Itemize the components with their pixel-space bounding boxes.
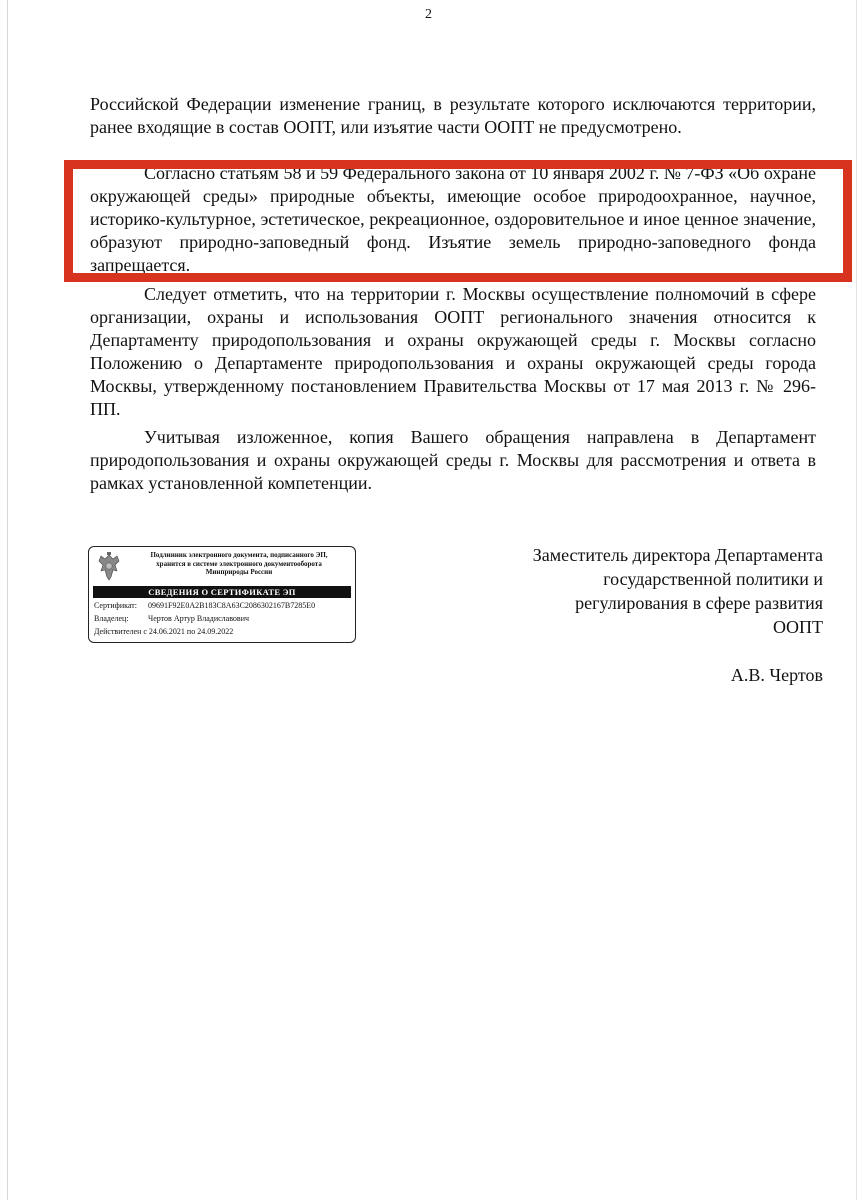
signature-title-line-3: регулирования в сфере развития bbox=[575, 593, 823, 613]
certificate-label: Сертификат: bbox=[94, 601, 137, 610]
stamp-certificate-row bbox=[94, 601, 354, 611]
paragraph-2-highlighted: Согласно статьям 58 и 59 Федерального закона от 10 января 2002 г. № 7-ФЗ «Об охране окружающей среды» природные объекты, имеющие особое природоохранное, научное, историко-культурное, эстетическое, рекреационное, оздоровительное и иное ценное значение, образуют природно-заповедный фонд. Изъятие земель природно-заповедного фонда запрещается. bbox=[90, 163, 816, 275]
paragraph-1: Российской Федерации изменение границ, в результате которого исключаются территории, ранее входящие в состав ООПТ, или изъятие части ООПТ не предусмотрено. bbox=[90, 94, 816, 137]
coat-of-arms-icon bbox=[94, 551, 124, 583]
stamp-header bbox=[125, 551, 353, 577]
electronic-signature-stamp bbox=[88, 546, 356, 643]
certificate-value: 09691F92E0A2B183C8A63C2086302167B7285E0 bbox=[148, 601, 316, 610]
signature-title-line-1: Заместитель директора Департамента bbox=[532, 545, 823, 565]
stamp-header-line-2: хранится в системе электронного документооборота bbox=[156, 559, 322, 568]
stamp-validity-row: Действителен с 24.06.2021 по 24.09.2022 bbox=[94, 627, 234, 636]
owner-value: Чертов Артур Владиславович bbox=[148, 614, 250, 623]
signature-title-line-4: ООПТ bbox=[773, 617, 823, 637]
red-highlight-frame bbox=[64, 160, 852, 282]
page-edge-left bbox=[7, 0, 8, 1200]
stamp-header-line-3: Минприроды России bbox=[205, 568, 273, 576]
owner-label: Владелец: bbox=[94, 614, 129, 623]
signer-name: А.В. Чертов bbox=[730, 665, 823, 685]
stamp-header-line-1: Подлинник электронного документа, подписанного ЭП, bbox=[150, 551, 328, 559]
signature-title-block bbox=[483, 543, 823, 639]
page-number: 2 bbox=[425, 7, 432, 22]
stamp-title-bar: СВЕДЕНИЯ О СЕРТИФИКАТЕ ЭП bbox=[93, 586, 351, 598]
signature-title-line-2: государственной политики и bbox=[603, 569, 823, 589]
paragraph-4: Учитывая изложенное, копия Вашего обращения направлена в Департамент природопользования и охраны окружающей среды г. Москвы для рассмотрения и ответа в рамках установленной компетенции. bbox=[90, 427, 816, 493]
stamp-owner-row bbox=[94, 614, 354, 624]
paragraph-3: Следует отметить, что на территории г. Москвы осуществление полномочий в сфере организации, охраны и использования ООПТ регионального значения относится к Департаменту природопользования и охраны окружающей среды г. Москвы согласно Положению о Департаменте природопользования и охраны окружающей среды города Москвы, утвержденному постановлением Правительства Москвы от 17 мая 2013 г. № 296-ПП. bbox=[90, 284, 816, 419]
